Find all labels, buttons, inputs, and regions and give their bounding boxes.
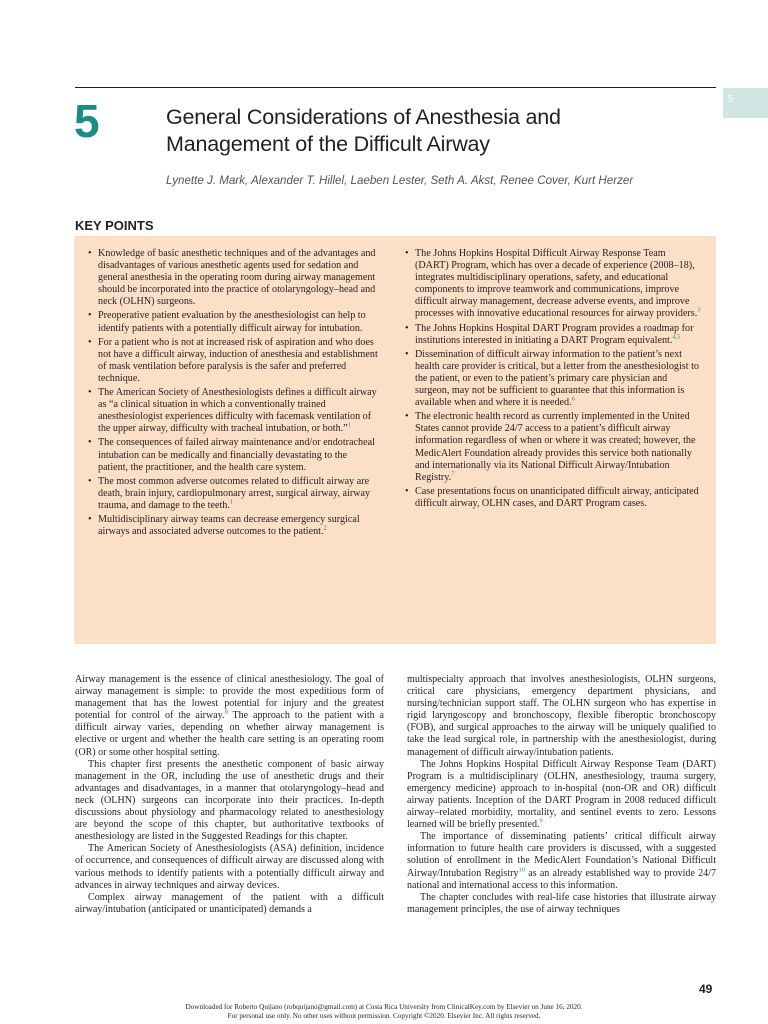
key-points-right-column [405, 248, 701, 512]
paragraph-text: Airway management is the essence of clinical anesthesiology. The goal of airway management is simple: to provide the most expeditious form of management that has the lowest potential for injury and the greatest potential for control of the airway. [75, 674, 384, 722]
paragraph-text: multispecialty approach that involves anesthesiologists, OLHN surgeons, critical care physicians, emergency department physicians, and nursing/technician support staff. The OLHN surgeon who has expertise in rigid laryngoscopy and bronchoscopy, flexible fiberoptic bronchoscopy (FOB), and surgical approaches to the airway will be uniquely qualified to take the lead surgical role, in partnership with the anesthesiologist, during management of difficult airway/intubation patients. [407, 674, 716, 758]
key-point-text: Preoperative patient evaluation by the anesthesiologist can help to identify patients with a potentially difficult airway for intubation. [98, 310, 366, 334]
body-paragraph [407, 674, 716, 759]
reference-marker: 9 [539, 817, 543, 825]
reference-marker: 2 [323, 524, 327, 532]
key-point-item [405, 323, 701, 347]
key-point-text: Dissemination of difficult airway information to the patient’s next health care provider is critical, but a letter from the anesthesiologist to the patient, or even to the patient’s primary care physician and surgeon, may not be sufficient to guarantee that this information is available when and where it is needed. [415, 348, 699, 409]
paragraph-text: The chapter concludes with real-life case histories that illustrate airway management principles, the use of airway techniques [407, 891, 716, 915]
key-point-item [88, 387, 378, 435]
body-paragraph [75, 892, 384, 916]
key-point-item [88, 248, 378, 308]
key-point-text: The American Society of Anesthesiologists defines a difficult airway as “a clinical situation in which a conventionally trained anesthesiologist experiences difficulty with facemask ventilation of the upper airway, difficulty with tracheal intubation, or both.” [98, 387, 377, 435]
reference-marker: 7 [451, 470, 455, 478]
reference-marker: 10 [518, 866, 525, 874]
chapter-side-tab [723, 88, 768, 118]
chapter-title [166, 104, 706, 158]
key-point-text: Knowledge of basic anesthetic techniques and of the advantages and disadvantages of various anesthetic agents used for sedation and general anesthesia in the operating room during airway management should be incorporated into the practice of otolaryngology–head and neck (OLHN) surgeons. [98, 248, 376, 308]
paragraph-text: This chapter first presents the anesthetic component of basic airway management in the OR, including the use of anesthetic drugs and their advantages and disadvantages, in a manner that otolaryngology–head and neck (OLHN) surgeons can incorporate into their practices. In-depth discussions about physiology and pharmacology related to anesthesiology are beyond the scope of this chapter, but authoritative textbooks of anesthesiology are listed in the Suggested Readings for this chapter. [75, 758, 384, 843]
reference-marker: 1 [347, 421, 351, 429]
key-point-text: Multidisciplinary airway teams can decrease emergency surgical airways and associated adverse outcomes to the patient. [98, 513, 360, 538]
paragraph-text: Complex airway management of the patient with a difficult airway/intubation (anticipated or unanticipated) demands a [75, 891, 384, 915]
footer-line: Downloaded for Roberto Quijano (robquijano@gmail.com) at Costa Rica University from ClinicalKey.com by Elsevier on June 16, 2020. [185, 1003, 583, 1011]
paragraph-text-tail: as an already established way to provide 24/7 national and international access to this information. [407, 867, 716, 891]
paragraph-text: The American Society of Anesthesiologists (ASA) definition, incidence of occurrence, and consequences of difficult airway are discussed along with various methods to identify patients with a potentially difficult airway and advances in airway techniques and airway devices. [75, 843, 384, 891]
body-paragraph [407, 831, 716, 891]
key-point-item [405, 248, 701, 321]
key-points-left-column [88, 248, 378, 540]
key-point-item [88, 476, 378, 512]
body-paragraph [75, 843, 384, 891]
reference-marker: 6 [571, 395, 575, 403]
body-left-column [75, 674, 384, 916]
key-point-item [88, 514, 378, 538]
top-rule [75, 87, 716, 88]
key-point-text: The consequences of failed airway maintenance and/or endotracheal intubation can be medically and financially devastating to the patient, the practitioner, and the health care system. [98, 437, 375, 473]
body-paragraph [407, 759, 716, 832]
paragraph-text: The Johns Hopkins Hospital Difficult Airway Response Team (DART) Program is a multidisciplinary (OLHN, anesthesiology, trauma surgery, emergency medicine) approach to in-hospital (non-OR and OR) difficult airway patients. Inception of the DART Program in 2008 reduced difficult airway–related morbidity, mortality, and sentinel events to zero. Lessons learned will be briefly presented. [407, 758, 716, 831]
key-point-text: The Johns Hopkins Hospital DART Program provides a roadmap for institutions interested in initiating a DART Program equivalent. [415, 322, 694, 346]
key-point-text: Case presentations focus on unanticipated difficult airway, anticipated difficult airway, OLHN cases, and DART Program cases. [415, 485, 699, 509]
chapter-number: 5 [74, 95, 100, 147]
reference-marker: 4,5 [672, 333, 681, 341]
chapter-title-line: Management of the Difficult Airway [166, 132, 490, 156]
body-paragraph [75, 759, 384, 844]
key-point-text: For a patient who is not at increased risk of aspiration and who does not have a difficult airway, induction of anesthesia and establishment of mask ventilation before paralysis is the safer and preferred technique. [98, 336, 378, 384]
key-point-item [405, 486, 701, 510]
key-point-item [88, 337, 378, 385]
reference-marker: 8 [224, 708, 228, 716]
key-points-heading: KEY POINTS [75, 218, 154, 233]
chapter-title-line: General Considerations of Anesthesia and [166, 105, 561, 129]
key-point-item [405, 411, 701, 484]
body-paragraph [75, 674, 384, 759]
body-paragraph [407, 892, 716, 916]
body-right-column [407, 674, 716, 916]
chapter-authors: Lynette J. Mark, Alexander T. Hillel, Laeben Lester, Seth A. Akst, Renee Cover, Kurt Herzer [166, 174, 634, 187]
page-number: 49 [699, 982, 713, 996]
side-tab-label: 5 [728, 94, 734, 105]
key-point-text: The most common adverse outcomes related to difficult airway are death, brain injury, cardiopulmonary arrest, surgical airway, airway trauma, and damage to the teeth. [98, 475, 371, 511]
download-footer [0, 1003, 768, 1021]
footer-line: For personal use only. No other uses without permission. Copyright ©2020. Elsevier Inc. All rights reserved. [227, 1012, 541, 1020]
key-point-item [88, 437, 378, 473]
key-point-text: The electronic health record as currently implemented in the United States cannot provide 24/7 access to a patient’s difficult airway information regardless of when or where it was created; however, the MedicAlert Foundation already provides this service both nationally and internationally via its National Difficult Airway/Intubation Registry. [415, 411, 696, 483]
key-point-item [88, 310, 378, 334]
reference-marker: 3 [697, 307, 701, 315]
reference-marker: 1 [229, 498, 234, 506]
key-point-text: The Johns Hopkins Hospital Difficult Airway Response Team (DART) Program, which has over a decade of experience (2008–18), integrates multidisciplinary operations, safety, and educational components to improve teamwork and communications, improve difficult airway management, decrease adverse events, and improve processes with innovative educational resources for airway providers. [415, 248, 698, 320]
paragraph-text-tail: The approach to the patient with a difficult airway varies, depending on whether airway management is elective or urgent and whether the health care setting is an operating room (OR) or some other hospital setting. [75, 710, 384, 758]
key-point-item [405, 349, 701, 409]
paragraph-text: The importance of disseminating patients’ critical difficult airway information to future health care providers is discussed, with a suggested solution of enrollment in the MedicAlert Foundation’s National Difficult Airway/Intubation Registry [407, 831, 716, 879]
